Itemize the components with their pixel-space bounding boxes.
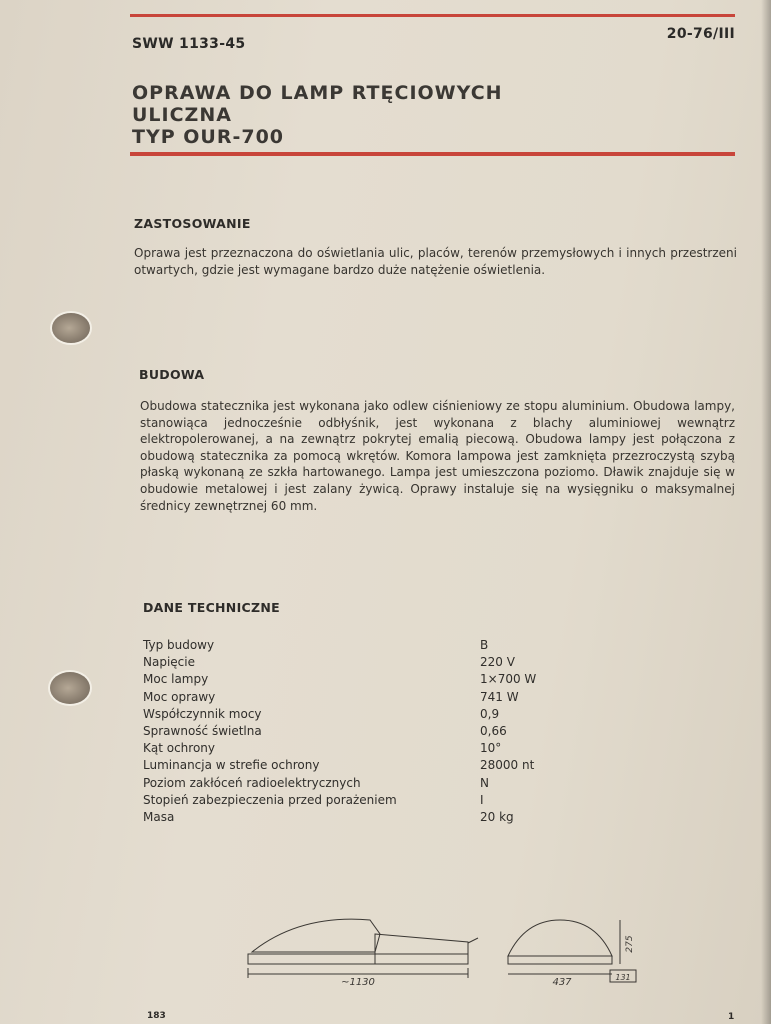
front-housing-outline: [508, 920, 612, 956]
table-row: [143, 792, 536, 809]
budowa-text: Obudowa statecznika jest wykonana jako odlew ciśnieniowy ze stopu aluminium. Obudowa lampy, stanowiąca jednocześnie odbłyśnik, jest wykonana z blachy aluminiowej wewnątrz elektropolerowanej, a na zewnątrz pokrytej emalią piecową. Obudowa lampy jest połączona z obudową statecznika za pomocą wkrętów. Komora lampowa jest zamknięta przezroczystą szybą płaską wykonaną ze szkła hartowanego. Lampa jest umieszczona poziomo. Dławik znajduje się w obudowie metalowej i jest zalany żywicą. Oprawy instaluje się na wysięgniku o maksymalnej średnicy zewnętrznej 60 mm.: [140, 399, 735, 513]
table-row: [143, 723, 536, 740]
table-row: [143, 775, 536, 792]
section-heading-zastosowanie: ZASTOSOWANIE: [134, 216, 251, 231]
side-view-drawing: [248, 919, 478, 978]
spec-value: 28000 nt: [480, 758, 535, 773]
mounting-base: [248, 954, 468, 964]
lamp-housing-outline: [252, 919, 380, 952]
spec-value: 220 V: [480, 655, 515, 670]
spec-label: Stopień zabezpieczenia przed porażeniem: [143, 792, 397, 807]
table-row: [143, 757, 536, 774]
title-line-2: ULICZNA: [132, 104, 232, 126]
section-heading-dane-techniczne: DANE TECHNICZNE: [143, 600, 280, 615]
spec-value: 1×700 W: [480, 672, 537, 687]
spec-label: Moc oprawy: [143, 689, 216, 704]
table-row: [143, 671, 536, 688]
table-row: [143, 689, 536, 706]
spec-label: Kąt ochrony: [143, 741, 216, 756]
table-row: [143, 740, 536, 757]
arm-connector: [468, 938, 478, 943]
spec-label: Luminancja w strefie ochrony: [143, 758, 320, 773]
section-heading-budowa: BUDOWA: [139, 367, 205, 382]
punch-hole-bottom: [50, 672, 90, 704]
top-red-rule: [130, 14, 735, 17]
technical-data-table: [143, 637, 536, 826]
table-row: [143, 637, 536, 654]
document-number: 20-76/III: [666, 26, 735, 42]
spec-label: Masa: [143, 809, 175, 824]
width-dimension-label: 437: [552, 977, 572, 988]
spec-label: Współczynnik mocy: [143, 706, 262, 721]
footer-page-number: 1: [728, 1012, 735, 1022]
punch-hole-top: [52, 313, 90, 343]
table-row: [143, 706, 536, 723]
spec-label: Poziom zakłóceń radioelektrycznych: [143, 775, 361, 790]
spec-value: N: [480, 775, 489, 790]
ballast-housing-outline: [375, 934, 468, 964]
spec-value: 0,9: [480, 706, 500, 721]
luminaire-technical-drawing: [240, 910, 640, 990]
footer-page-code: 183: [147, 1011, 166, 1021]
page-edge-shadow: [761, 0, 771, 1024]
table-row: [143, 654, 536, 671]
table-row: [143, 809, 536, 826]
reference-label: 131: [615, 973, 631, 982]
spec-label: Sprawność świetlna: [143, 723, 262, 738]
height-dimension-label: 275: [625, 935, 635, 953]
document-title: [132, 82, 503, 148]
title-line-1: OPRAWA DO LAMP RTĘCIOWYCH: [132, 82, 503, 104]
spec-value: 741 W: [480, 689, 519, 704]
title-red-rule: [130, 152, 735, 156]
title-line-3: TYP OUR-700: [132, 126, 285, 148]
length-dimension-label: ~1130: [341, 977, 375, 988]
spec-value: 0,66: [480, 723, 507, 738]
document-code: SWW 1133-45: [132, 36, 246, 52]
spec-label: Typ budowy: [143, 638, 215, 652]
spec-label: Napięcie: [143, 655, 195, 670]
spec-value: I: [480, 792, 484, 807]
spec-label: Moc lampy: [143, 672, 209, 687]
front-base: [508, 956, 612, 964]
spec-value: 10°: [480, 741, 502, 756]
spec-value: 20 kg: [480, 809, 514, 824]
spec-value: B: [480, 638, 489, 652]
zastosowanie-text: Oprawa jest przeznaczona do oświetlania ulic, placów, terenów przemysłowych i innych przestrzeni otwartych, gdzie jest wymagane bardzo duże natężenie oświetlenia.: [134, 246, 737, 277]
